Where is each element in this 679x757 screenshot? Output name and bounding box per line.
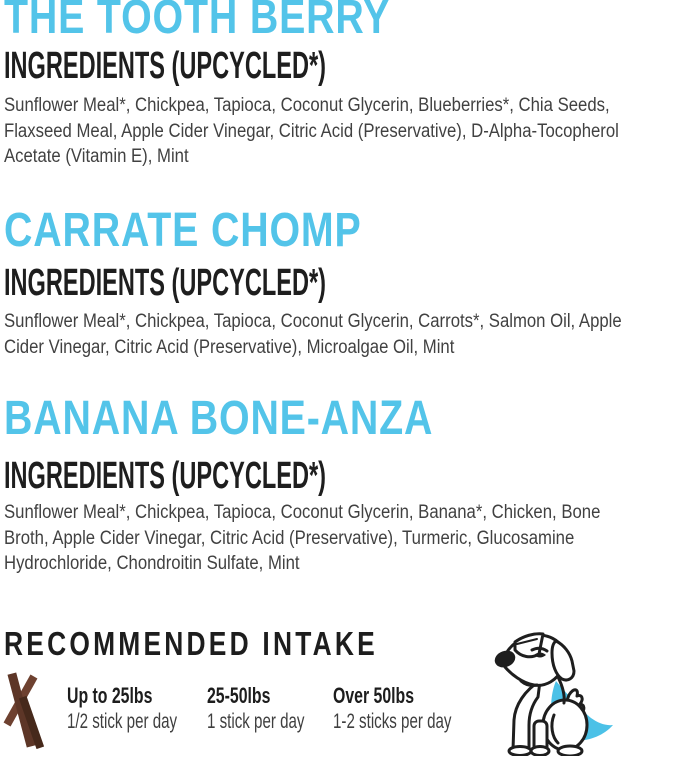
flavor-title-carrate-chomp: CARRATE CHOMP bbox=[4, 204, 362, 257]
ingredients-line: Hydrochloride, Chondroitin Sulfate, Mint bbox=[4, 553, 300, 574]
ingredients-line: Sunflower Meal*, Chickpea, Tapioca, Coconut Glycerin, Banana*, Chicken, Bone bbox=[4, 502, 601, 523]
dose-text: 1 stick per day bbox=[207, 710, 305, 733]
ingredients-list-carrate-chomp bbox=[4, 309, 679, 360]
weight-range-label: Up to 25lbs bbox=[67, 683, 153, 708]
intake-col-medium-dog bbox=[207, 683, 342, 736]
flavor-title-tooth-berry: THE TOOTH BERRY bbox=[4, 0, 391, 44]
dog-with-cape-icon bbox=[470, 615, 620, 756]
weight-range-label: Over 50lbs bbox=[333, 683, 415, 708]
dose-text: 1-2 sticks per day bbox=[333, 710, 452, 733]
ingredients-list-tooth-berry bbox=[4, 93, 679, 170]
flavor-title-banana-bone-anza: BANANA BONE-ANZA bbox=[4, 392, 434, 445]
ingredients-line: Sunflower Meal*, Chickpea, Tapioca, Coconut Glycerin, Blueberries*, Chia Seeds, bbox=[4, 95, 610, 116]
intake-col-small-dog bbox=[67, 683, 220, 736]
ingredients-heading: INGREDIENTS (UPCYCLED*) bbox=[4, 45, 327, 87]
ingredients-line: Flaxseed Meal, Apple Cider Vinegar, Citric Acid (Preservative), D-Alpha-Tocopherol bbox=[4, 120, 619, 142]
weight-range-label: 25-50lbs bbox=[207, 683, 271, 708]
dose-text: 1/2 stick per day bbox=[67, 710, 178, 733]
ingredients-heading: INGREDIENTS (UPCYCLED*) bbox=[4, 455, 327, 497]
ingredients-line: Sunflower Meal*, Chickpea, Tapioca, Coconut Glycerin, Carrots*, Salmon Oil, Apple bbox=[4, 311, 622, 332]
recommended-intake-heading: RECOMMENDED INTAKE bbox=[4, 625, 378, 662]
ingredients-line: Acetate (Vitamin E), Mint bbox=[4, 146, 189, 167]
ingredients-heading: INGREDIENTS (UPCYCLED*) bbox=[4, 262, 327, 304]
ingredients-line: Cider Vinegar, Citric Acid (Preservative), Microalgae Oil, Mint bbox=[4, 336, 455, 358]
ingredients-list-banana-bone-anza bbox=[4, 500, 679, 577]
treat-sticks-icon bbox=[1, 671, 51, 749]
ingredients-line: Broth, Apple Cider Vinegar, Citric Acid (Preservative), Turmeric, Glucosamine bbox=[4, 527, 575, 549]
